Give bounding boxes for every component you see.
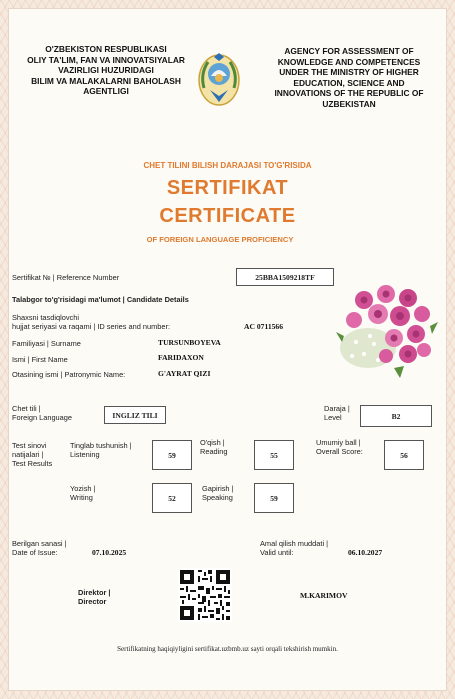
name-label: Ismi | First Name — [12, 355, 68, 364]
verification-footer: Sertifikatning haqiqiyligini sertifikat.uzbmb.uz sayti orqali tekshirish mumkin. — [117, 645, 338, 653]
header-left-line: VAZIRLIGI HUZURIDAGI — [58, 65, 154, 75]
valid-until-label: Amal qilish muddati | Valid until: — [260, 539, 329, 557]
issue-date-label: Berilgan sanasi | Date of Issue: — [12, 539, 67, 557]
listening-label: Tinglab tushunish | Listening — [70, 441, 132, 459]
name-value: FARIDAXON — [158, 353, 204, 362]
surname-value: TURSUNBOYEVA — [158, 338, 221, 347]
writing-label: Yozish | Writing — [70, 484, 96, 502]
header-left — [18, 44, 194, 97]
state-emblem-icon — [196, 50, 242, 110]
issue-date-value: 07.10.2025 — [92, 548, 127, 557]
reading-label: O'qish | Reading — [200, 438, 228, 456]
language-box: INGLIZ TILI — [104, 406, 166, 424]
level-label: Daraja | Level — [324, 404, 350, 422]
speaking-label: Gapirish | Speaking — [202, 484, 234, 502]
reference-number-box: 25BBA1509218TF — [236, 268, 334, 286]
director-label: Direktor | Director — [78, 588, 111, 606]
header-right-line: KNOWLEDGE AND COMPETENCES — [277, 56, 421, 67]
header-left-line: AGENTLIGI — [83, 86, 129, 96]
header-right-line: EDUCATION, SCIENCE AND — [293, 77, 405, 88]
patronymic-label: Otasining ismi | Patronymic Name: — [12, 370, 126, 379]
valid-until-value: 06.10.2027 — [348, 548, 383, 557]
header-right — [252, 46, 446, 109]
header-right-line: AGENCY FOR ASSESSMENT OF — [284, 46, 414, 56]
header-right-line: INNOVATIONS OF THE REPUBLIC OF — [274, 88, 424, 98]
id-value: AC 0711566 — [244, 322, 284, 331]
writing-score-box: 52 — [152, 483, 192, 513]
reference-label: Sertifikat № | Reference Number — [12, 273, 120, 282]
header-left-line: BILIM VA MALAKALARNI BAHOLASH — [31, 75, 181, 86]
results-label: Test sinovi natijalari | Test Results — [12, 441, 53, 468]
overall-label: Umumiy ball | Overall Score: — [316, 438, 363, 456]
qr-code-icon — [178, 568, 232, 622]
header-right-line: UNDER THE MINISTRY OF HIGHER — [279, 67, 419, 77]
level-box: B2 — [360, 405, 432, 427]
overall-score-box: 56 — [384, 440, 424, 470]
speaking-score-box: 59 — [254, 483, 294, 513]
header-left-line: OLIY TA'LIM, FAN VA INNOVATSIYALAR — [27, 54, 185, 65]
header-right-line: UZBEKISTAN — [322, 98, 376, 109]
subtitle-en: OF FOREIGN LANGUAGE PROFICIENCY — [146, 235, 294, 244]
title-uz: SERTIFIKAT — [166, 177, 289, 199]
title-en: CERTIFICATE — [159, 205, 296, 227]
id-label: Shaxsni tasdiqlovchi hujjat seriyasi va raqami | ID series and number: — [12, 313, 171, 331]
subtitle-uz: CHET TILINI BILISH DARAJASI TO'G'RISIDA — [143, 161, 312, 170]
reading-score-box: 55 — [254, 440, 294, 470]
candidate-section-title: Talabgor to'g'risidagi ma'lumot | Candidate Details — [12, 295, 189, 304]
listening-score-box: 59 — [152, 440, 192, 470]
header-left-line: O'ZBEKISTON RESPUBLIKASI — [45, 44, 167, 54]
surname-label: Familiyasi | Surname — [12, 339, 81, 348]
patronymic-value: G'AYRAT QIZI — [158, 369, 211, 378]
director-name: M.KARIMOV — [300, 591, 348, 600]
language-label: Chet tili | Foreign Language — [12, 404, 72, 422]
candidate-photo — [334, 276, 438, 380]
